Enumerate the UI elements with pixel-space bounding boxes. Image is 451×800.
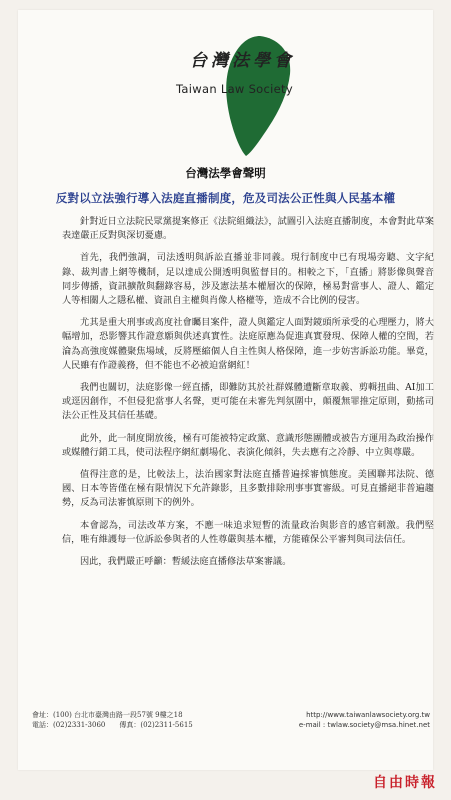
logo-english-name: Taiwan Law Society — [176, 82, 293, 96]
paragraph: 尤其是重大刑事或高度社會矚目案件，證人與鑑定人面對鏡頭所承受的心理壓力，將大幅增加，恐影響其作證意願與供述真實性。法庭原應為促進真實發現、保障人權的空間，若淪為高強度媒體聚焦場域，反將壓縮個人自主性與人格保障，進一步妨害訴訟功能。畢竟，人民雖有作證義務，但不能也不必被迫當網紅！ — [62, 317, 434, 371]
paragraph: 我們也關切，法庭影像一經直播，即難防其於社群媒體遭斷章取義、剪輯扭曲、AI加工或逕因創作，不但侵犯當事人名聲，更可能在未審先判氛圍中，顛覆無罪推定原則，動搖司法公正性及其信任基礎。 — [62, 382, 434, 422]
newspaper-masthead: 自由時報 — [373, 775, 437, 791]
society-logo — [168, 30, 338, 160]
website-link[interactable]: http://www.taiwanlawsociety.org.tw — [306, 711, 430, 719]
phone-line: 電話：(02)2331-3060 傳真：(02)2311-5615 — [32, 721, 193, 729]
paragraph: 因此，我們嚴正呼籲：暫緩法庭直播修法草案審議。 — [80, 556, 292, 568]
web-contact — [280, 710, 430, 730]
paragraph: 針對近日立法院民眾黨提案修正《法院組織法》，試圖引入法庭直播制度，本會對此草案表達嚴正反對與深切憂慮。 — [62, 216, 434, 242]
address-line: 會址：(100) 台北市臺灣由路一段57號 9樓之18 — [32, 711, 183, 719]
paragraph: 本會認為，司法改革方案，不應一味追求短暫的流量政治與影音的感官刺激。我們堅信，唯有維護每一位訴訟參與者的人性尊嚴與基本權，方能確保公平審判與司法信任。 — [62, 519, 434, 545]
paragraph: 首先，我們強調，司法透明與訴訟直播並非同義。現行制度中已有現場旁聽、文字紀錄、裁判書上網等機制，足以達成公開透明與監督目的。相較之下，「直播」將影像與聲音同步傳播，資訊擴散與翻錄容易，涉及憲法基本權層次的保障，極易對當事人、證人、鑑定人等相關人之隱私權、資訊自主權與肖像人格權等，造成不合比例的侵害。 — [62, 252, 434, 307]
paragraph: 此外，此一制度開放後，極有可能被特定政黨、意識形態團體或被告方運用為政治操作或媒體行銷工具，使司法程序網紅劇場化、表演化傾斜，失去應有之冷靜、中立與尊嚴。 — [62, 432, 434, 458]
contact-info — [32, 710, 262, 730]
statement-page — [18, 10, 433, 770]
email-link[interactable]: e-mail : twlaw.society@msa.hinet.net — [298, 721, 430, 729]
logo-chinese-name: 台灣法學會 — [190, 51, 295, 71]
statement-body — [62, 215, 434, 577]
statement-title: 台灣法學會聲明 — [185, 166, 266, 180]
statement-subtitle: 反對以立法強行導入法庭直播制度，危及司法公正性與人民基本權 — [55, 191, 396, 205]
paragraph: 值得注意的是，比較法上，法治國家對法庭直播普遍採審慎態度。美國聯邦法院、德國、日本等皆僅在極有限情況下允許錄影，且多數排除刑事事實審級。可見直播絕非普遍趨勢，反為司法審慎原則下的例外。 — [62, 469, 434, 509]
